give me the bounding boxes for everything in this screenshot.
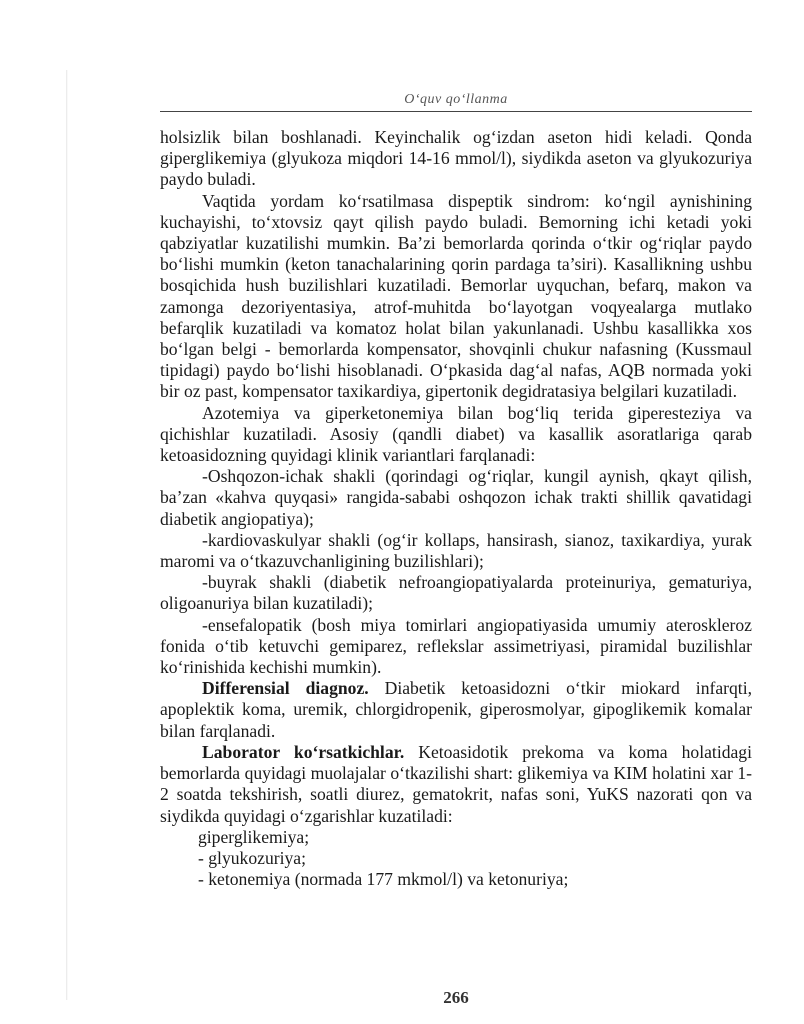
page-edge-shadow bbox=[66, 70, 68, 1000]
list-item: - ketonemiya (normada 177 mkmol/l) va ketonuriya; bbox=[198, 869, 569, 890]
variant-gastrointestinal: -Oshqozon-ichak shakli (qorindagi og‘riqlar, kungil aynish, qkayt qilish, ba’zan «kahva quyqasi» rangida-sababi oshqozon ichak trakti shillik qavatidagi diabetik angiopatiya); bbox=[160, 466, 752, 529]
variant-encephalopathic: -ensefalopatik (bosh miya tomirlari angiopatiyasida umumiy ateroskleroz fonida o‘tib ketuvchi gemiparez, reflekslar assimetriyasi, piramidal buzilishlar ko‘rinishida kechishi mumkin). bbox=[160, 614, 752, 678]
header-rule bbox=[160, 111, 752, 112]
paragraph-variants-intro: Azotemiya va giperketonemiya bilan bog‘liq terida giperesteziya va qichishlar kuzatiladi. Asosiy (qandli diabet) va kasallik asoratlariga qarab ketoasidozning quyidagi klinik variantlari farqlanadi: bbox=[160, 402, 752, 466]
paragraph-laboratory bbox=[160, 742, 752, 827]
variant-renal: -buyrak shakli (diabetik nefroangiopatiyalarda proteinuriya, gematuriya, oligoanuriya bilan kuzatiladi); bbox=[160, 572, 752, 614]
laboratory-text: Ketoasidotik prekoma va koma holatidagi bemorlarda quyidagi muolajalar o‘tkazilishi shart: glikemiya va KIM holatini xar 1-2 soatda tekshirish, soatli diurez, gematokrit, nafas soni, YuKS nazorati qon va siydikda quyidagi o‘zgarishlar kuzatiladi: bbox=[160, 741, 752, 826]
paragraph-dyspeptic: Vaqtida yordam ko‘rsatilmasa dispeptik sindrom: ko‘ngil aynishining kuchayishi, to‘xtovsiz qayt qilish paydo buladi. Bemorning ichi ketadi yoki qabziyatlar kuzatilishi mumkin. Ba’zi bemorlarda qorinda o‘tkir og‘riqlar paydo bo‘lishi mumkin (keton tanachalarining qorin pardaga ta’siri). Kasallikning ushbu bosqichida hush buzilishlari kuzatiladi. Bemorlar uyquchan, befarq, makon va zamonga dezoriyentasiya, atrof-muhitda bo‘layotgan voqyealarga mutlako befarqlik kuzatiladi va komatoz holat bilan yakunlanadi. Ushbu kasallikka xos bo‘lgan belgi - bemorlarda kompensator, shovqinli chukur nafasning (Kussmaul tipidagi) paydo bo‘lishi hisoblanadi. O‘pkasida dag‘al nafas, AQB normada yoki bir oz past, kompensator taxikardiya, gipertonik degidratasiya belgilari kuzatiladi. bbox=[160, 190, 752, 402]
variant-cardiovascular: -kardiovaskulyar shakli (og‘ir kollaps, hansirash, sianoz, taxikardiya, yurak maromi va o‘tkazuvchanligining buzilishlari); bbox=[160, 529, 752, 572]
laboratory-list bbox=[160, 827, 752, 891]
laboratory-heading: Laborator ko‘rsatkichlar. bbox=[202, 741, 405, 762]
differential-text: Diabetik ketoasidozni o‘tkir miokard infarqti, apoplektik koma, uremik, chlorgidropenik, giperosmolyar, gipoglikemik komalar bilan farqlanadi. bbox=[160, 678, 752, 741]
page-body bbox=[160, 127, 752, 890]
list-item: - glyukozuriya; bbox=[198, 847, 306, 868]
paragraph-differential bbox=[160, 678, 752, 742]
running-header: O‘quv qo‘llanma bbox=[404, 92, 508, 107]
list-item: giperglikemiya; bbox=[198, 826, 310, 847]
page-number: 266 bbox=[443, 988, 469, 1007]
differential-heading: Differensial diagnoz. bbox=[202, 678, 369, 699]
paragraph-intro: holsizlik bilan boshlanadi. Keyinchalik og‘izdan aseton hidi keladi. Qonda giperglikemiya (glyukoza miqdori 14-16 mmol/l), siydikda aseton va glyukozuriya paydo buladi. bbox=[160, 127, 752, 190]
